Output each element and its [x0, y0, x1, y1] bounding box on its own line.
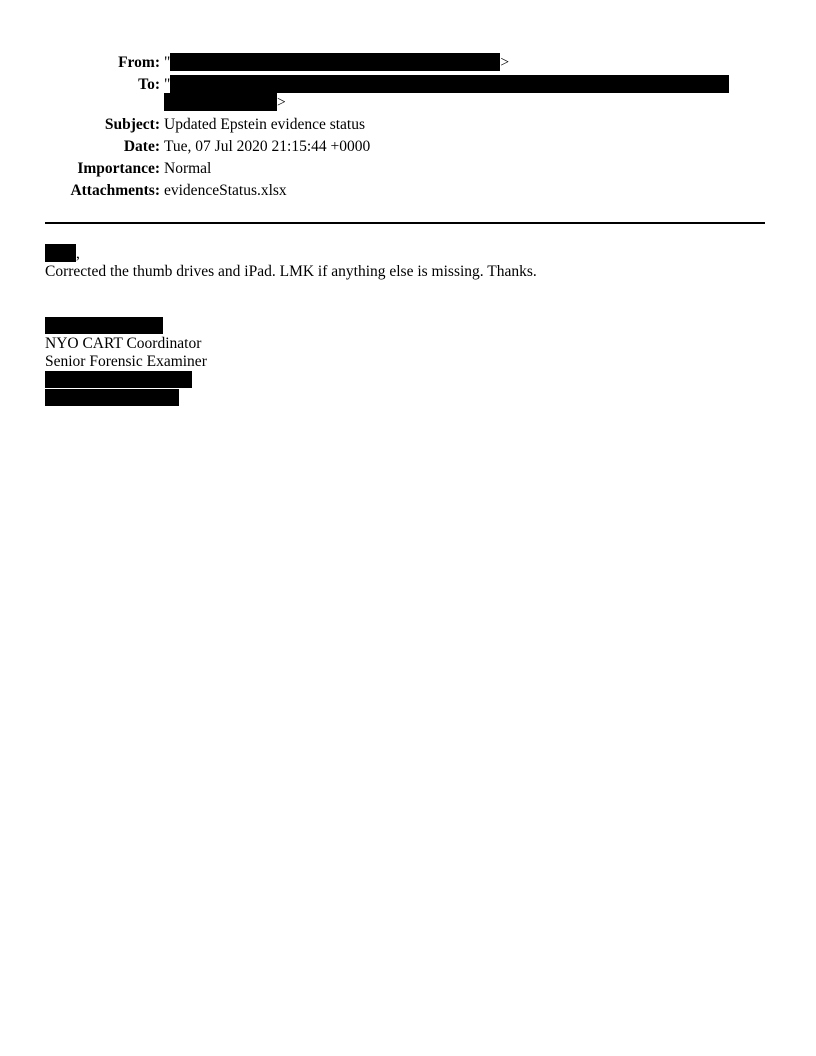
importance-label: Importance:	[77, 160, 160, 177]
signature-title: NYO CART Coordinator	[45, 335, 202, 352]
attachments-row	[0, 181, 816, 201]
subject-value: Updated Epstein evidence status	[164, 116, 366, 133]
header-divider	[45, 222, 765, 224]
date-row	[0, 137, 816, 157]
subject-label: Subject:	[104, 116, 160, 133]
to-value	[164, 75, 729, 95]
date-value: Tue, 07 Jul 2020 21:15:44 +0000	[164, 138, 371, 155]
from-row	[0, 53, 816, 73]
to-value-continued	[164, 93, 286, 113]
to-label: To:	[138, 76, 160, 93]
attachments-value: evidenceStatus.xlsx	[164, 182, 287, 199]
importance-row	[0, 159, 816, 179]
to-row	[0, 75, 816, 95]
attachments-label: Attachments:	[70, 182, 160, 199]
from-label: From:	[118, 54, 160, 71]
signature-name-redaction	[45, 317, 163, 334]
date-label: Date:	[123, 138, 160, 155]
message-text: Corrected the thumb drives and iPad. LMK if anything else is missing. Thanks.	[45, 263, 537, 280]
to-redaction	[170, 75, 729, 93]
from-value	[164, 53, 509, 73]
signature-role: Senior Forensic Examiner	[45, 353, 207, 370]
greeting-comma: ,	[76, 245, 80, 262]
greeting-redaction	[45, 244, 76, 262]
to-row-continued	[0, 93, 816, 113]
signature-redaction-2	[45, 389, 179, 406]
from-tail: >	[500, 54, 510, 71]
subject-row	[0, 115, 816, 135]
to-open-quote: "	[164, 76, 171, 93]
from-redaction	[170, 53, 500, 71]
to-redaction-2	[164, 93, 277, 111]
importance-value: Normal	[164, 160, 212, 177]
to-tail: >	[277, 94, 286, 111]
signature-redaction-1	[45, 371, 192, 388]
from-open-quote: "	[164, 54, 171, 71]
